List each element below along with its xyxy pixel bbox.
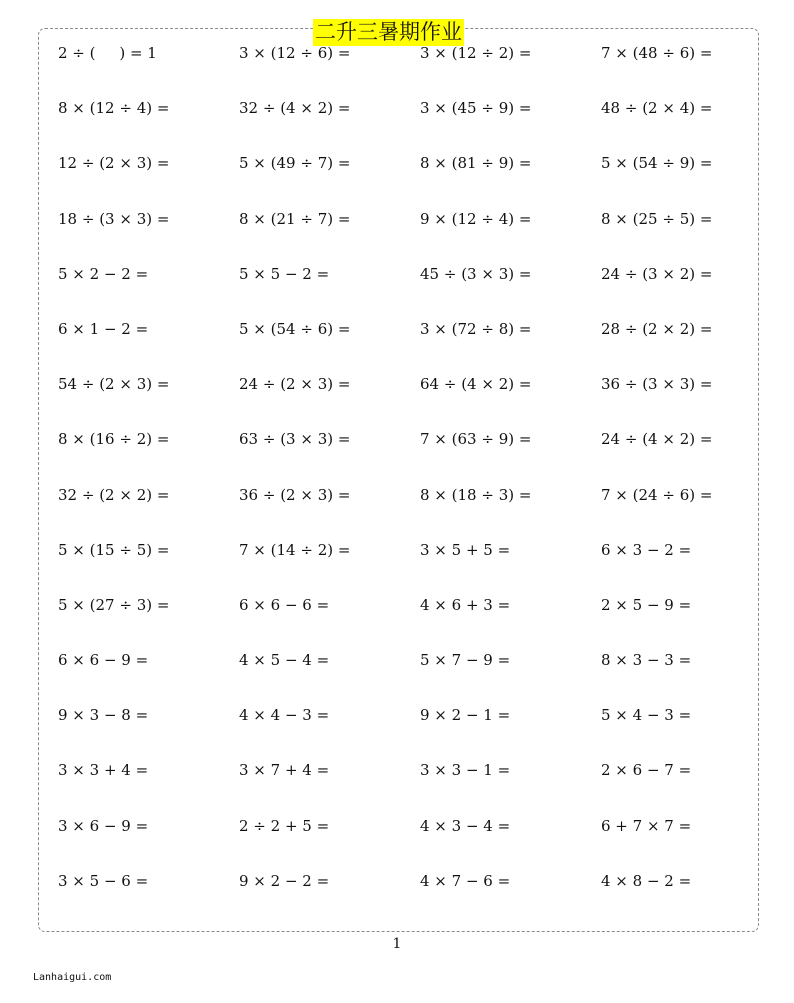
problem-item: 7 × (24 ÷ 6) = [601,485,713,504]
problem-item: 3 × (12 ÷ 2) = [420,44,532,62]
problem-item: 5 × (27 ÷ 3) = [58,595,170,614]
problem-item: 2 × 5 − 9 = [601,595,692,614]
problem-item: 9 × 2 − 2 = [239,871,330,890]
problem-item: 9 × 2 − 1 = [420,706,511,725]
problem-item: 64 ÷ (4 × 2) = [420,375,532,394]
problem-item: 3 × (12 ÷ 6) = [239,44,351,62]
problem-item: 4 × 5 − 4 = [239,651,330,670]
problem-grid [58,38,758,921]
problem-item: 5 × (54 ÷ 6) = [239,319,351,338]
problem-item: 12 ÷ (2 × 3) = [58,154,170,173]
problem-item: 3 × (72 ÷ 8) = [420,319,532,338]
problem-item: 5 × 7 − 9 = [420,651,511,670]
problem-item: 8 × (25 ÷ 5) = [601,209,713,228]
problem-item: 3 × 7 + 4 = [239,761,330,780]
footer-site: Lanhaigui.com [33,972,112,983]
problem-item: 8 × (12 ÷ 4) = [58,99,170,118]
problem-item: 5 × 2 − 2 = [58,264,149,283]
worksheet-title: 二升三暑期作业 [315,20,462,44]
problem-item: 5 × (54 ÷ 9) = [601,154,713,173]
problem-item: 8 × (18 ÷ 3) = [420,485,532,504]
problem-item: 36 ÷ (3 × 3) = [601,375,713,394]
problem-item: 32 ÷ (2 × 2) = [58,485,170,504]
problem-item: 5 × 5 − 2 = [239,264,330,283]
problem-item: 8 × (16 ÷ 2) = [58,430,170,449]
problem-item: 2 ÷ 2 + 5 = [239,816,330,835]
problem-item: 4 × 7 − 6 = [420,871,511,890]
problem-item: 5 × (49 ÷ 7) = [239,154,351,173]
problem-item: 6 × 6 − 6 = [239,595,330,614]
problem-item: 54 ÷ (2 × 3) = [58,375,170,394]
problem-item: 8 × 3 − 3 = [601,651,692,670]
page-number: 1 [392,936,402,952]
problem-item: 9 × (12 ÷ 4) = [420,209,532,228]
problem-item: 3 × 3 − 1 = [420,761,511,780]
problem-item: 3 × 5 + 5 = [420,540,511,559]
problem-item: 4 × 6 + 3 = [420,595,511,614]
problem-item: 8 × (81 ÷ 9) = [420,154,532,173]
problem-item: 45 ÷ (3 × 3) = [420,264,532,283]
problem-item: 32 ÷ (4 × 2) = [239,99,351,118]
problem-item: 5 × 4 − 3 = [601,706,692,725]
problem-item: 24 ÷ (3 × 2) = [601,264,713,283]
problem-item: 4 × 3 − 4 = [420,816,511,835]
problem-item: 2 × 6 − 7 = [601,761,692,780]
problem-item: 6 + 7 × 7 = [601,816,692,835]
problem-item: 7 × (14 ÷ 2) = [239,540,351,559]
problem-item: 6 × 1 − 2 = [58,319,149,338]
problem-item: 18 ÷ (3 × 3) = [58,209,170,228]
problem-item: 7 × (48 ÷ 6) = [601,44,713,62]
problem-item: 48 ÷ (2 × 4) = [601,99,713,118]
problem-item: 3 × 6 − 9 = [58,816,149,835]
problem-item: 8 × (21 ÷ 7) = [239,209,351,228]
problem-item: 24 ÷ (2 × 3) = [239,375,351,394]
problem-item: 3 × 5 − 6 = [58,871,149,890]
problem-item: 36 ÷ (2 × 3) = [239,485,351,504]
problem-item: 4 × 8 − 2 = [601,871,692,890]
problem-item: 24 ÷ (4 × 2) = [601,430,713,449]
problem-item: 3 × 3 + 4 = [58,761,149,780]
problem-item: 28 ÷ (2 × 2) = [601,319,713,338]
problem-item: 63 ÷ (3 × 3) = [239,430,351,449]
problem-item: 4 × 4 − 3 = [239,706,330,725]
problem-item: 6 × 3 − 2 = [601,540,692,559]
problem-item: 6 × 6 − 9 = [58,651,149,670]
problem-item: 9 × 3 − 8 = [58,706,149,725]
problem-item: 2 ÷ ( ) = 1 [58,44,157,62]
problem-item: 7 × (63 ÷ 9) = [420,430,532,449]
problem-item: 3 × (45 ÷ 9) = [420,99,532,118]
problem-item: 5 × (15 ÷ 5) = [58,540,170,559]
